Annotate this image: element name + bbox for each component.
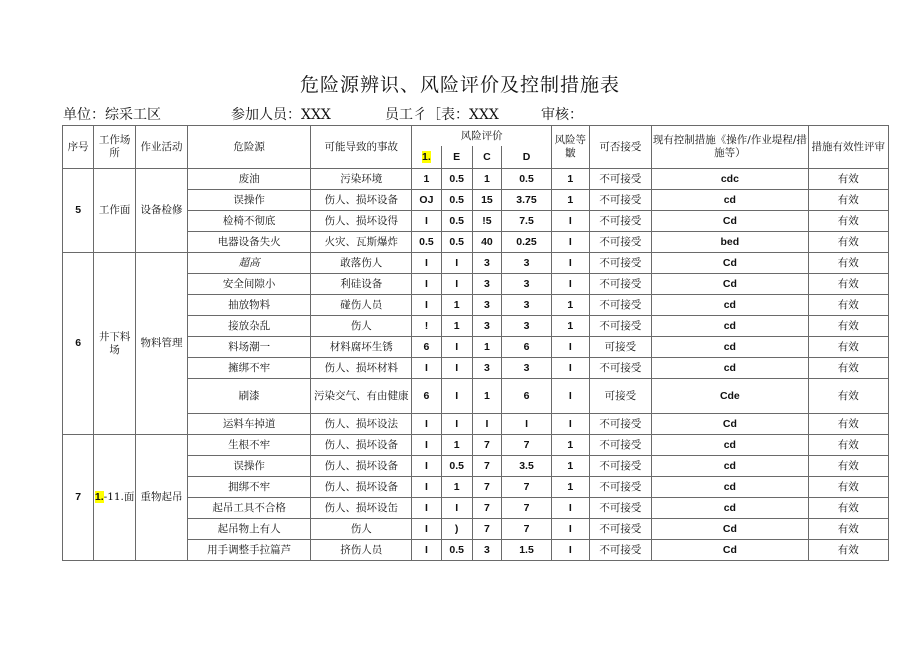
e-cell: 1 [441,477,472,498]
l-cell: 6 [412,337,441,358]
measure-cell: cd [652,456,808,477]
header-c: C [472,146,501,169]
seq-cell: 5 [63,169,94,253]
hazard-cell: 废油 [188,169,311,190]
acceptable-cell: 不可接受 [589,519,652,540]
level-cell: I [552,540,590,561]
header-accident: 可能导致的事故 [311,126,412,169]
d-cell: 7 [502,435,552,456]
e-cell: 0.5 [441,169,472,190]
hazard-cell: 拥绑不牢 [188,477,311,498]
d-cell: 3 [502,358,552,379]
review-label: 审核： [541,107,583,123]
effectiveness-cell: 有效 [808,316,888,337]
accident-cell: 伤人 [311,316,412,337]
header-level: 风险等皺 [552,126,590,169]
accident-cell: 伤人、损坏材料 [311,358,412,379]
effectiveness-cell: 有效 [808,477,888,498]
accident-cell: 污染交气、有由健康 [311,379,412,414]
c-cell: 3 [472,540,501,561]
hazard-cell: 抽放物料 [188,295,311,316]
hazard-cell: 刷漆 [188,379,311,414]
measure-cell: Cd [652,274,808,295]
hazard-cell: 检椅不彻底 [188,211,311,232]
l-cell: 0.5 [412,232,441,253]
effectiveness-cell: 有效 [808,274,888,295]
e-cell: I [441,274,472,295]
measure-cell: cd [652,295,808,316]
measure-cell: cd [652,190,808,211]
header-seq: 序号 [63,126,94,169]
acceptable-cell: 不可接受 [589,498,652,519]
hazard-cell: 误操作 [188,190,311,211]
level-cell: 1 [552,456,590,477]
d-cell: 3 [502,316,552,337]
workplace-cell: 井下料场 [94,253,136,435]
hazard-cell: 安全间隙小 [188,274,311,295]
hazard-cell: 运料车掉道 [188,414,311,435]
acceptable-cell: 不可接受 [589,540,652,561]
d-cell: 7.5 [502,211,552,232]
level-cell: I [552,379,590,414]
c-cell: 15 [472,190,501,211]
hazard-cell: 起吊工具不合格 [188,498,311,519]
effectiveness-cell: 有效 [808,358,888,379]
e-cell: 1 [441,316,472,337]
e-cell: I [441,253,472,274]
workplace-rest: -11.面 [103,491,135,503]
effectiveness-cell: 有效 [808,379,888,414]
l-cell: I [412,295,441,316]
accident-cell: 材料腐坏生锈 [311,337,412,358]
measure-cell: cd [652,358,808,379]
d-cell: 3 [502,253,552,274]
effectiveness-cell: 有效 [808,456,888,477]
e-cell: 0.5 [441,456,472,477]
unit-label: 单位：综采工区 [63,107,161,123]
measure-cell: cd [652,337,808,358]
accident-cell: 碰伤人员 [311,295,412,316]
risk-table [62,125,889,561]
accident-cell: 伤人、损坏设缶 [311,498,412,519]
effectiveness-cell: 有效 [808,295,888,316]
d-cell: 7 [502,498,552,519]
header-risk-eval: 风险评价 [412,126,552,147]
d-cell: I [502,414,552,435]
accident-cell: 敢落伤人 [311,253,412,274]
c-cell: 1 [472,337,501,358]
level-cell: I [552,414,590,435]
level-cell: I [552,211,590,232]
c-cell: 40 [472,232,501,253]
acceptable-cell: 不可接受 [589,358,652,379]
header-d: D [502,146,552,169]
l-cell: I [412,498,441,519]
acceptable-cell: 不可接受 [589,316,652,337]
measure-cell: Cd [652,540,808,561]
l-cell: 1 [412,169,441,190]
level-cell: 1 [552,190,590,211]
effectiveness-cell: 有效 [808,253,888,274]
header-hazard: 危险源 [188,126,311,169]
l-cell: ! [412,316,441,337]
effectiveness-cell: 有效 [808,540,888,561]
d-cell: 0.25 [502,232,552,253]
level-cell: 1 [552,295,590,316]
acceptable-cell: 不可接受 [589,190,652,211]
d-cell: 1.5 [502,540,552,561]
hazard-cell: 料场潮一 [188,337,311,358]
seq-cell: 6 [63,253,94,435]
participants-label: 参加人员：XXX [231,107,331,123]
measure-cell: cd [652,435,808,456]
c-cell: 3 [472,316,501,337]
effectiveness-cell: 有效 [808,414,888,435]
l-cell: I [412,274,441,295]
acceptable-cell: 不可接受 [589,253,652,274]
effectiveness-cell: 有效 [808,337,888,358]
seq-cell: 7 [63,435,94,561]
acceptable-cell: 不可接受 [589,232,652,253]
accident-cell: 伤人、损坏设得 [311,211,412,232]
l-cell: I [412,519,441,540]
accident-cell: 伤人、损坏设法 [311,414,412,435]
hazard-cell: 误操作 [188,456,311,477]
level-cell: I [552,498,590,519]
acceptable-cell: 不可接受 [589,435,652,456]
measure-cell: Cd [652,414,808,435]
e-cell: I [441,498,472,519]
c-cell: I [472,414,501,435]
hazard-cell: 擁绑不牢 [188,358,311,379]
measure-cell: cd [652,498,808,519]
acceptable-cell: 不可接受 [589,456,652,477]
accident-cell: 火灾、瓦斯爆炸 [311,232,412,253]
measure-cell: Cd [652,211,808,232]
c-cell: 3 [472,358,501,379]
d-cell: 3.75 [502,190,552,211]
effectiveness-cell: 有效 [808,498,888,519]
e-cell: I [441,379,472,414]
header-workplace: 工作场所 [94,126,136,169]
e-cell: I [441,337,472,358]
measure-cell: cd [652,316,808,337]
l-cell: 6 [412,379,441,414]
representative-label: 员工彳［表：XXX [385,107,499,123]
accident-cell: 伤人、损坏设备 [311,456,412,477]
header-e: E [441,146,472,169]
c-cell: 1 [472,169,501,190]
c-cell: !5 [472,211,501,232]
c-cell: 3 [472,274,501,295]
activity-cell: 重物起吊 [135,435,187,561]
l-cell: I [412,358,441,379]
effectiveness-cell: 有效 [808,169,888,190]
l-cell: I [412,414,441,435]
c-cell: 3 [472,295,501,316]
d-cell: 6 [502,337,552,358]
table-row [63,169,889,190]
level-cell: I [552,358,590,379]
c-cell: 3 [472,253,501,274]
accident-cell: 伤人、损坏设备 [311,190,412,211]
workplace-cell [94,435,136,561]
l-cell: I [412,540,441,561]
level-cell: 1 [552,316,590,337]
l-cell: I [412,435,441,456]
header-acceptable: 可否接受 [589,126,652,169]
e-cell: 1 [441,435,472,456]
acceptable-cell: 不可接受 [589,274,652,295]
accident-cell: 伤人 [311,519,412,540]
effectiveness-cell: 有效 [808,435,888,456]
e-cell: 0.5 [441,211,472,232]
level-cell: 1 [552,477,590,498]
d-cell: 3 [502,274,552,295]
e-cell: ) [441,519,472,540]
header-measures: 现有控制措施《操作/作业堤程/措施等） [652,126,808,169]
hazard-cell: 用手调整手拉篇芦 [188,540,311,561]
effectiveness-cell: 有效 [808,232,888,253]
level-cell: I [552,274,590,295]
e-cell: 0.5 [441,190,472,211]
acceptable-cell: 不可接受 [589,295,652,316]
l-cell: OJ [412,190,441,211]
l-cell: I [412,477,441,498]
acceptable-cell: 可接受 [589,379,652,414]
e-cell: I [441,358,472,379]
accident-cell: 污染环境 [311,169,412,190]
d-cell: 6 [502,379,552,414]
e-cell: I [441,414,472,435]
effectiveness-cell: 有效 [808,519,888,540]
d-cell: 3.5 [502,456,552,477]
measure-cell: Cde [652,379,808,414]
workplace-cell: 工作面 [94,169,136,253]
level-cell: I [552,253,590,274]
l-cell: I [412,211,441,232]
c-cell: 7 [472,498,501,519]
level-cell: I [552,337,590,358]
e-cell: 0.5 [441,540,472,561]
e-cell: 0.5 [441,232,472,253]
acceptable-cell: 可接受 [589,337,652,358]
d-cell: 7 [502,477,552,498]
activity-cell: 设备检修 [135,169,187,253]
measure-cell: Cd [652,519,808,540]
c-cell: 7 [472,477,501,498]
hazard-cell: 超高 [188,253,311,274]
acceptable-cell: 不可接受 [589,414,652,435]
accident-cell: 伤人、损坏设备 [311,477,412,498]
l-cell: I [412,456,441,477]
measure-cell: cd [652,477,808,498]
table-row [63,435,889,456]
measure-cell: bed [652,232,808,253]
e-cell: 1 [441,295,472,316]
c-cell: 7 [472,435,501,456]
accident-cell: 利硅设备 [311,274,412,295]
hazard-cell: 电器设备失火 [188,232,311,253]
hazard-cell: 起吊物上有人 [188,519,311,540]
hazard-cell: 生根不牢 [188,435,311,456]
acceptable-cell: 不可接受 [589,477,652,498]
hazard-cell: 接放杂乱 [188,316,311,337]
l-cell: I [412,253,441,274]
c-cell: 7 [472,456,501,477]
level-cell: 1 [552,435,590,456]
accident-cell: 挤伤人员 [311,540,412,561]
effectiveness-cell: 有效 [808,190,888,211]
d-cell: 0.5 [502,169,552,190]
level-cell: I [552,232,590,253]
d-cell: 3 [502,295,552,316]
level-cell: I [552,519,590,540]
activity-cell: 物料管理 [135,253,187,435]
header-effectiveness: 措施有效性评审 [808,126,888,169]
acceptable-cell: 不可接受 [589,211,652,232]
measure-cell: cdc [652,169,808,190]
level-cell: 1 [552,169,590,190]
acceptable-cell: 不可接受 [589,169,652,190]
page-title: 危险源辨识、风险评价及控制措施表 [299,74,620,96]
effectiveness-cell: 有效 [808,211,888,232]
c-cell: 7 [472,519,501,540]
header-activity: 作业活动 [135,126,187,169]
workplace-highlight: 1. [94,491,104,503]
c-cell: 1 [472,379,501,414]
measure-cell: Cd [652,253,808,274]
table-row [63,253,889,274]
header-l: 1. [412,146,441,169]
accident-cell: 伤人、损坏设备 [311,435,412,456]
d-cell: 7 [502,519,552,540]
